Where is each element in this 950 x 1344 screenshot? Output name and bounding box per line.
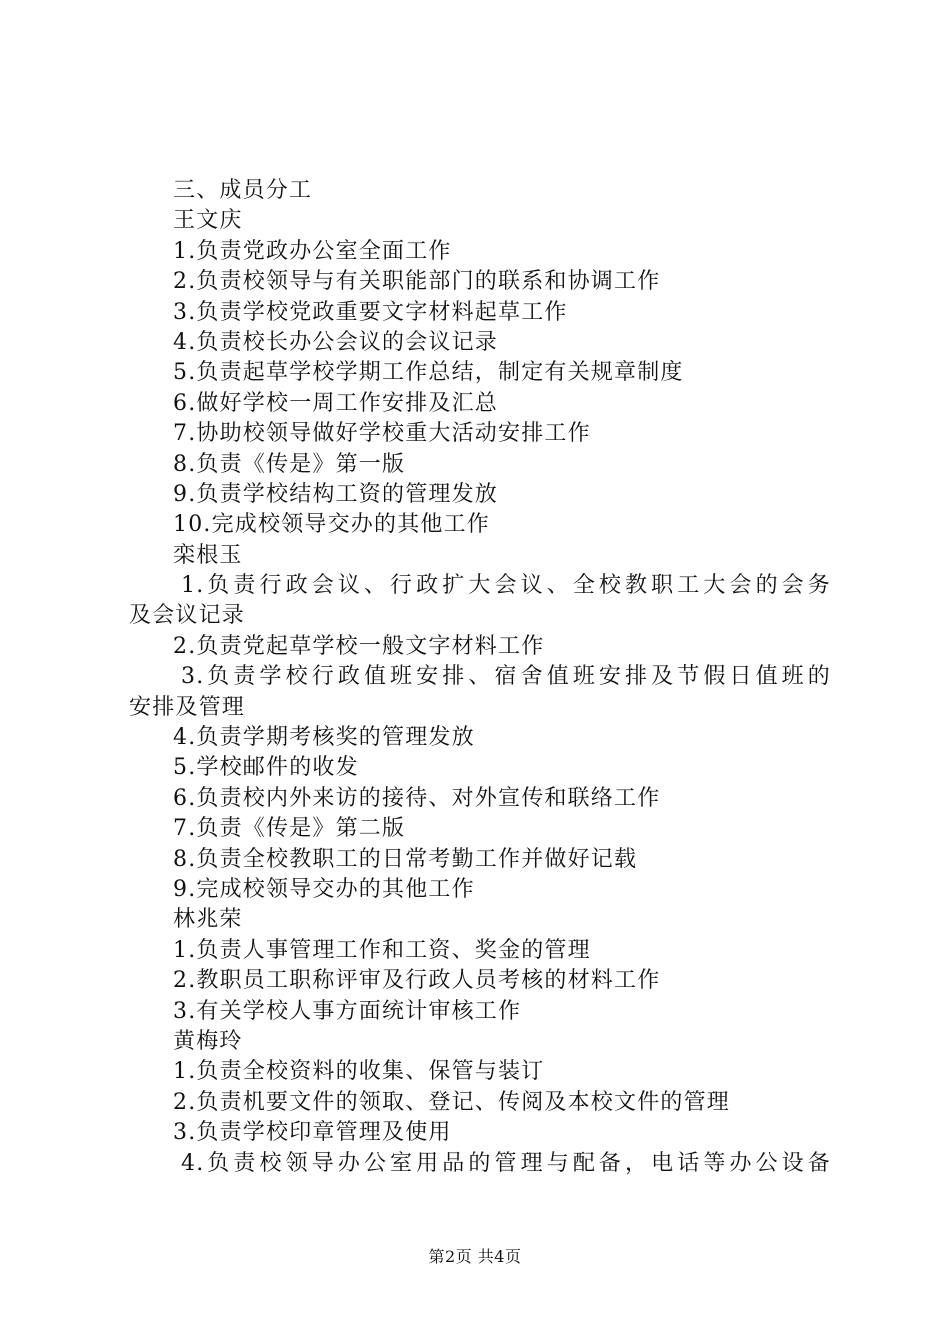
duty-item: 5.负责起草学校学期工作总结，制定有关规章制度 bbox=[173, 360, 684, 386]
duty-item: 1.负责全校资料的收集、保管与装订 bbox=[173, 1059, 545, 1085]
duty-item: 1.负责行政会议、行政扩大会议、全校教职工大会的会务 bbox=[181, 573, 831, 599]
page-footer: 第2页 共4页 bbox=[428, 1247, 522, 1266]
duty-item: 8.负责《传是》第一版 bbox=[173, 451, 406, 477]
duty-item: 4.负责校长办公会议的会议记录 bbox=[173, 329, 498, 355]
duty-item: 7.负责《传是》第二版 bbox=[173, 816, 406, 842]
duty-item: 7.协助校领导做好学校重大活动安排工作 bbox=[173, 421, 591, 447]
duty-item: 6.负责校内外来访的接待、对外宣传和联络工作 bbox=[173, 785, 661, 811]
duty-item: 3.有关学校人事方面统计审核工作 bbox=[173, 998, 522, 1024]
duty-item: 2.负责校领导与有关职能部门的联系和协调工作 bbox=[173, 269, 661, 295]
duty-item: 3.负责学校行政值班安排、宿舍值班安排及节假日值班的 bbox=[181, 664, 831, 690]
duty-item: 2.负责党起草学校一般文字材料工作 bbox=[173, 633, 545, 659]
duty-item: 9.负责学校结构工资的管理发放 bbox=[173, 481, 498, 507]
member-name: 王文庆 bbox=[173, 208, 243, 234]
member-name: 林兆荣 bbox=[173, 907, 243, 933]
duty-item: 4.负责校领导办公室用品的管理与配备，电话等办公设备 bbox=[181, 1150, 831, 1176]
duty-item-continuation: 及会议记录 bbox=[129, 603, 246, 629]
duty-item: 5.学校邮件的收发 bbox=[173, 755, 359, 781]
member-name: 栾根玉 bbox=[173, 542, 243, 568]
duty-item: 1.负责人事管理工作和工资、奖金的管理 bbox=[173, 937, 591, 963]
document-body bbox=[129, 176, 831, 1179]
duty-item: 3.负责学校党政重要文字材料起草工作 bbox=[173, 299, 568, 325]
duty-item: 9.完成校领导交办的其他工作 bbox=[173, 876, 475, 902]
duty-item: 3.负责学校印章管理及使用 bbox=[173, 1120, 452, 1146]
section-heading: 三、成员分工 bbox=[173, 178, 313, 203]
duty-item-continuation: 安排及管理 bbox=[129, 694, 246, 720]
duty-item: 1.负责党政办公室全面工作 bbox=[173, 238, 452, 264]
duty-item: 4.负责学期考核奖的管理发放 bbox=[173, 725, 475, 751]
duty-item: 6.做好学校一周工作安排及汇总 bbox=[173, 390, 498, 416]
duty-item: 8.负责全校教职工的日常考勤工作并做好记载 bbox=[173, 846, 638, 872]
member-name: 黄梅玲 bbox=[173, 1028, 243, 1054]
duty-item: 10.完成校领导交办的其他工作 bbox=[173, 512, 490, 538]
duty-item: 2.教职员工职称评审及行政人员考核的材料工作 bbox=[173, 968, 661, 994]
duty-item: 2.负责机要文件的领取、登记、传阅及本校文件的管理 bbox=[173, 1089, 730, 1115]
